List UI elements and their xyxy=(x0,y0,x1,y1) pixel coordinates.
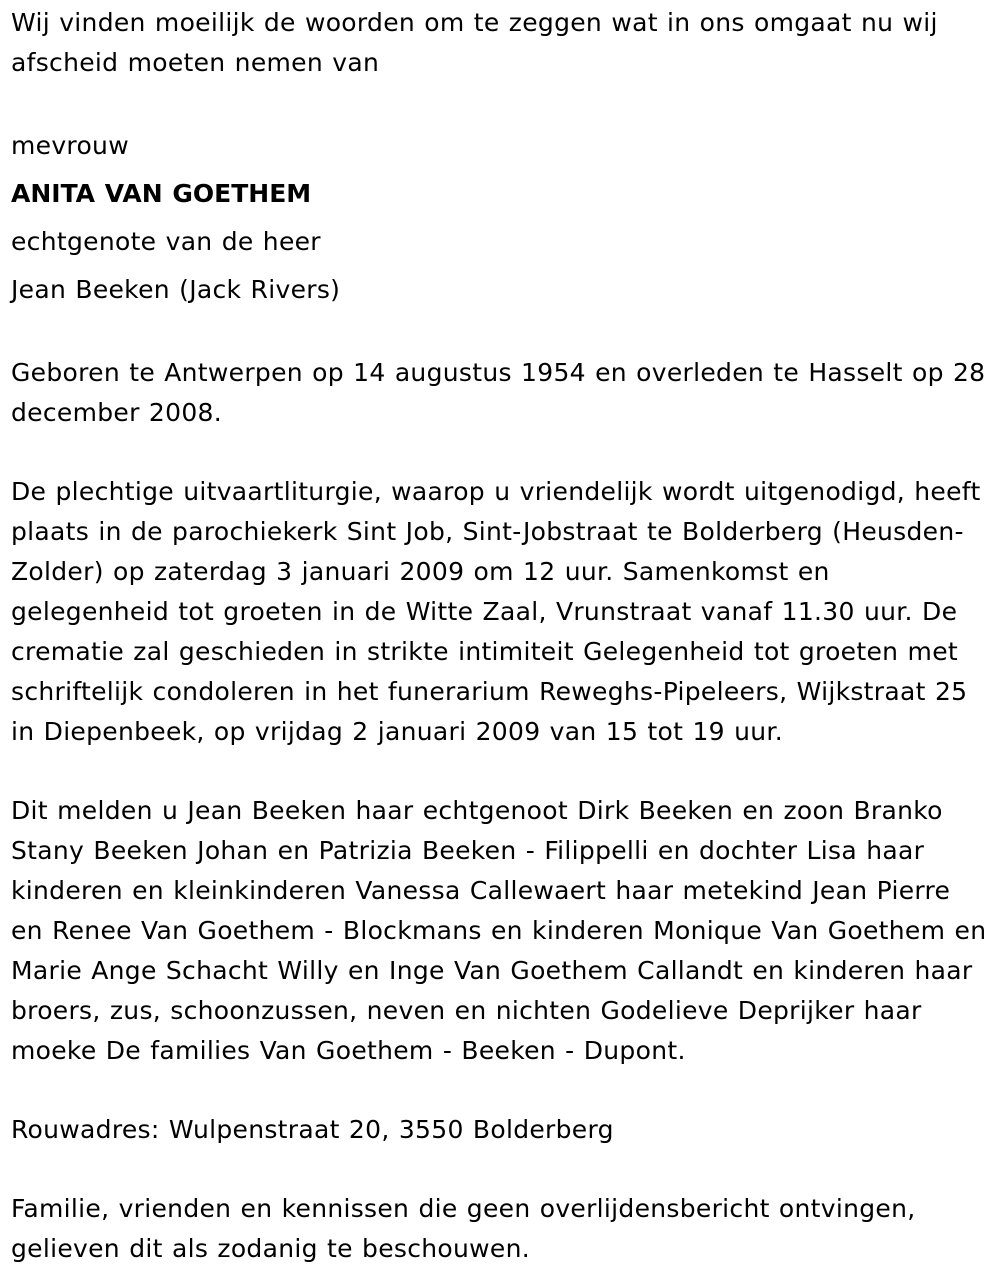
title-text: mevrouw xyxy=(11,131,129,160)
birth-death-text: Geboren te Antwerpen op 14 augustus 1954 en overleden te Hasselt op 28 december 2008. xyxy=(11,358,986,427)
family-text: Dit melden u Jean Beeken haar echtgenoot Dirk Beeken en zoon Branko Stany Beeken Johan en Patrizia Beeken - Filippelli en dochter Lisa haar kinderen en kleinkinderen Vanessa Callewaert haar metekind Jean Pierre en Renee Van Goethem - Blockmans en kinderen Monique Van Goethem en Marie Ange Schacht Willy en Inge Van Goethem Callandt en kinderen haar broers, zus, schoonzussen, neven en nichten Godelieve Deprijker haar moeke De families Van Goethem - Beeken - Dupont. xyxy=(11,796,987,1065)
address-text: Rouwadres: Wulpenstraat 20, 3550 Bolderberg xyxy=(11,1115,614,1144)
relation-text: echtgenote van de heer xyxy=(11,227,321,256)
spouse-name: Jean Beeken (Jack Rivers) xyxy=(11,275,341,304)
deceased-name: ANITA VAN GOETHEM xyxy=(11,179,312,208)
intro-text: Wij vinden moeilijk de woorden om te zeggen wat in ons omgaat nu wij afscheid moeten nemen van xyxy=(11,8,938,77)
deceased-block xyxy=(11,122,989,314)
ceremony-text: De plechtige uitvaartliturgie, waarop u vriendelijk wordt uitgenodigd, heeft plaats in de parochiekerk Sint Job, Sint-Jobstraat te Bolderberg (Heusden-Zolder) op zaterdag 3 januari 2009 om 12 uur. Samenkomst en gelegenheid tot groeten in de Witte Zaal, Vrunstraat vanaf 11.30 uur. De crematie zal geschieden in strikte intimiteit Gelegenheid tot groeten met schriftelijk condoleren in het funerarium Reweghs-Pipeleers, Wijkstraat 25 in Diepenbeek, op vrijdag 2 januari 2009 van 15 tot 19 uur. xyxy=(11,477,981,746)
closing-text: Familie, vrienden en kennissen die geen overlijdensbericht ontvingen, gelieven dit als zodanig te beschouwen. xyxy=(11,1194,916,1263)
